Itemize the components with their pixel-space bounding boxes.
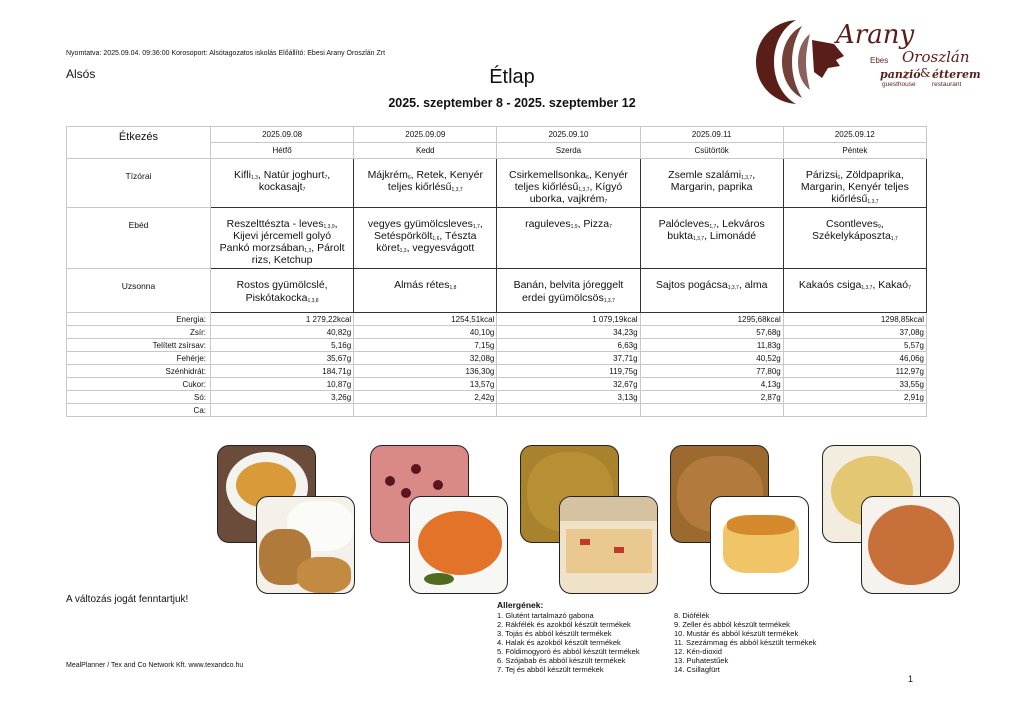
nutrient-value: 10,87g: [211, 378, 354, 391]
nutrient-label: Só:: [67, 391, 211, 404]
nutrient-value: [354, 404, 497, 417]
nutrition-row: [67, 326, 927, 339]
nutrient-value: 184,71g: [211, 365, 354, 378]
disclaimer-note: A változás jogát fenntartjuk!: [66, 594, 189, 605]
nutrient-label: Ca:: [67, 404, 211, 417]
nutrition-row: [67, 313, 927, 326]
date-range: 2025. szeptember 8 - 2025. szeptember 12: [388, 96, 636, 110]
nutrient-value: 40,82g: [211, 326, 354, 339]
nutrient-value: 3,13g: [497, 391, 640, 404]
nutrient-value: 119,75g: [497, 365, 640, 378]
allergens-list-1: [497, 611, 640, 674]
meal-cell: Kakaós csiga$_{1,3,7}$, Kakaó$_7$: [783, 269, 926, 313]
meal-cell: vegyes gyümölcsleves$_{1,7}$, Setéspörkölt$_{1,6}$, Tészta köret$_{1,3}$, vegyesvágott: [354, 208, 497, 269]
allergen-item: 12. Kén-dioxid: [674, 647, 722, 656]
allergen-item: 10. Mustár és abból készült termékek: [674, 629, 799, 638]
meal-cell: Zsemle szalámi$_{1,3,7}$, Margarin, paprika: [640, 159, 783, 208]
nutrient-value: [640, 404, 783, 417]
nutrition-row: [67, 404, 927, 417]
allergen-item: 7. Tej és abból készült termékek: [497, 665, 604, 674]
nutrient-value: 4,13g: [640, 378, 783, 391]
day-date: 2025.09.09: [354, 127, 497, 143]
logo-ampersand: &: [920, 66, 931, 80]
meal-cell: Sajtos pogácsa$_{1,3,7}$, alma: [640, 269, 783, 313]
day-date: 2025.09.08: [211, 127, 354, 143]
nutrient-value: 1298,85kcal: [783, 313, 926, 326]
allergens-title: Allergének:: [497, 600, 544, 610]
photo-bukta: [710, 496, 809, 594]
day-date: 2025.09.11: [640, 127, 783, 143]
restaurant-logo: [752, 16, 984, 108]
meal-cell: Csirkemellsonka$_6$, Kenyér teljes kiőrlésű$_{1,3,7}$, Kígyó uborka, vajkrém$_7$: [497, 159, 640, 208]
age-group-label: Alsós: [66, 67, 96, 81]
nutrient-value: 5,16g: [211, 339, 354, 352]
meal-name: Uzsonna: [67, 269, 211, 313]
nutrient-value: 46,06g: [783, 352, 926, 365]
day-name: Csütörtök: [640, 143, 783, 159]
nutrient-value: 77,80g: [640, 365, 783, 378]
footer-credit: MealPlanner / Tex and Co Network Kft. www.texandco.hu: [66, 662, 244, 669]
day-date: 2025.09.12: [783, 127, 926, 143]
photo-szekely-kaposzta: [861, 496, 960, 594]
nutrient-value: 32,67g: [497, 378, 640, 391]
nutrition-row: [67, 378, 927, 391]
meal-cell: raguleves$_{1,9}$, Pizza$_7$: [497, 208, 640, 269]
allergen-item: 11. Szezámmag és abból készült termékek: [674, 638, 817, 647]
allergen-item: 9. Zeller és abból készült termékek: [674, 620, 790, 629]
meal-cell: Almás rétes$_{1,8}$: [354, 269, 497, 313]
logo-place: Ebes: [870, 56, 889, 65]
nutrient-value: [497, 404, 640, 417]
nutrient-value: [211, 404, 354, 417]
logo-guesthouse: guesthouse: [882, 81, 916, 88]
meal-row: [67, 159, 927, 208]
day-name: Hétfő: [211, 143, 354, 159]
nutrient-value: 3,26g: [211, 391, 354, 404]
nutrition-row: [67, 352, 927, 365]
meal-cell: Rostos gyümölcslé, Piskótakocka$_{1,3,8}$: [211, 269, 354, 313]
day-date: 2025.09.10: [497, 127, 640, 143]
nutrient-value: 1 079,19kcal: [497, 313, 640, 326]
nutrient-value: 112,97g: [783, 365, 926, 378]
nutrient-value: 7,15g: [354, 339, 497, 352]
meal-cell: Májkrém$_6$, Retek, Kenyér teljes kiőrlésű$_{1,3,7}$: [354, 159, 497, 208]
nutrient-value: 32,08g: [354, 352, 497, 365]
allergen-item: 2. Rákfélék és azokból készült termékek: [497, 620, 631, 629]
day-name: Péntek: [783, 143, 926, 159]
nutrition-rows: [67, 313, 927, 417]
nutrient-value: 57,68g: [640, 326, 783, 339]
page-title: Étlap: [489, 66, 535, 88]
nutrient-value: 2,87g: [640, 391, 783, 404]
meal-name: Tízórai: [67, 159, 211, 208]
day-name: Szerda: [497, 143, 640, 159]
nutrient-label: Telített zsírsav:: [67, 339, 211, 352]
nutrient-value: 1254,51kcal: [354, 313, 497, 326]
photo-pizza: [559, 496, 658, 594]
logo-word-arany: Arany: [836, 20, 915, 50]
nutrient-value: 11,83g: [640, 339, 783, 352]
nutrient-value: 136,30g: [354, 365, 497, 378]
table-corner-label: Étkezés: [67, 127, 211, 159]
logo-word-oroszlan: Oroszlán: [902, 48, 970, 66]
nutrient-value: 37,71g: [497, 352, 640, 365]
nutrient-value: 1295,68kcal: [640, 313, 783, 326]
allergen-item: 8. Diófélék: [674, 611, 710, 620]
nutrient-value: 6,63g: [497, 339, 640, 352]
meal-name: Ebéd: [67, 208, 211, 269]
day-name: Kedd: [354, 143, 497, 159]
print-info: Nyomtatva: 2025.09.04. 09:36:00 Korosoport: Alsótagozatos iskolás Előállító: Ebesi Arany Oroszlán Zrt: [66, 50, 386, 57]
nutrient-value: 2,42g: [354, 391, 497, 404]
nutrient-label: Cukor:: [67, 378, 211, 391]
allergen-item: 14. Csillagfürt: [674, 665, 720, 674]
meal-cell: Párizsi$_6$, Zöldpaprika, Margarin, Kenyér teljes kiőrlésű$_{1,3,7}$: [783, 159, 926, 208]
logo-restaurant: restaurant: [932, 81, 962, 88]
nutrition-row: [67, 339, 927, 352]
nutrient-label: Zsír:: [67, 326, 211, 339]
meal-cell: Kifli$_{1,3}$, Natúr joghurt$_7$, kockasajt$_7$: [211, 159, 354, 208]
meal-cell: Reszelttészta - leves$_{1,3,9}$, Kijevi jércemell golyó Pankó morzsában$_{1,3}$, Párolt rizs, Ketchup: [211, 208, 354, 269]
nutrient-value: 2,91g: [783, 391, 926, 404]
nutrition-row: [67, 391, 927, 404]
allergen-item: 1. Glutént tartalmazó gabona: [497, 611, 594, 620]
allergen-item: 13. Puhatestűek: [674, 656, 729, 665]
logo-panzio: panzió: [880, 68, 921, 81]
page-number: 1: [908, 674, 914, 684]
nutrient-value: 40,52g: [640, 352, 783, 365]
nutrient-value: 34,23g: [497, 326, 640, 339]
nutrient-value: 13,57g: [354, 378, 497, 391]
nutrient-value: [783, 404, 926, 417]
meal-cell: Csontleves$_9$, Székelykáposzta$_{1,7}$: [783, 208, 926, 269]
nutrient-value: 33,55g: [783, 378, 926, 391]
nutrition-row: [67, 365, 927, 378]
allergen-item: 3. Tojás és abból készült termékek: [497, 629, 612, 638]
nutrient-value: 5,57g: [783, 339, 926, 352]
menu-table: [66, 126, 927, 417]
nutrient-label: Szénhidrát:: [67, 365, 211, 378]
nutrient-value: 1 279,22kcal: [211, 313, 354, 326]
photo-chicken-rice: [256, 496, 355, 594]
meal-row: [67, 208, 927, 269]
nutrient-value: 40,10g: [354, 326, 497, 339]
meal-cell: Banán, belvita jóreggelt erdei gyümölcsös$_{1,3,7}$: [497, 269, 640, 313]
photo-pasta: [409, 496, 508, 594]
allergen-item: 5. Földimogyoró és abból készült termékek: [497, 647, 640, 656]
nutrient-value: 35,67g: [211, 352, 354, 365]
logo-etterem: étterem: [932, 68, 981, 81]
allergen-item: 4. Halak és azokból készült termékek: [497, 638, 621, 647]
nutrient-label: Energia:: [67, 313, 211, 326]
meal-cell: Palócleves$_{1,7}$, Lekváros bukta$_{1,3,7}$, Limonádé: [640, 208, 783, 269]
nutrient-value: 37,08g: [783, 326, 926, 339]
meal-row: [67, 269, 927, 313]
nutrient-label: Fehérje:: [67, 352, 211, 365]
allergens-list-2: [674, 611, 816, 674]
allergen-item: 6. Szójabab és abból készült termékek: [497, 656, 626, 665]
